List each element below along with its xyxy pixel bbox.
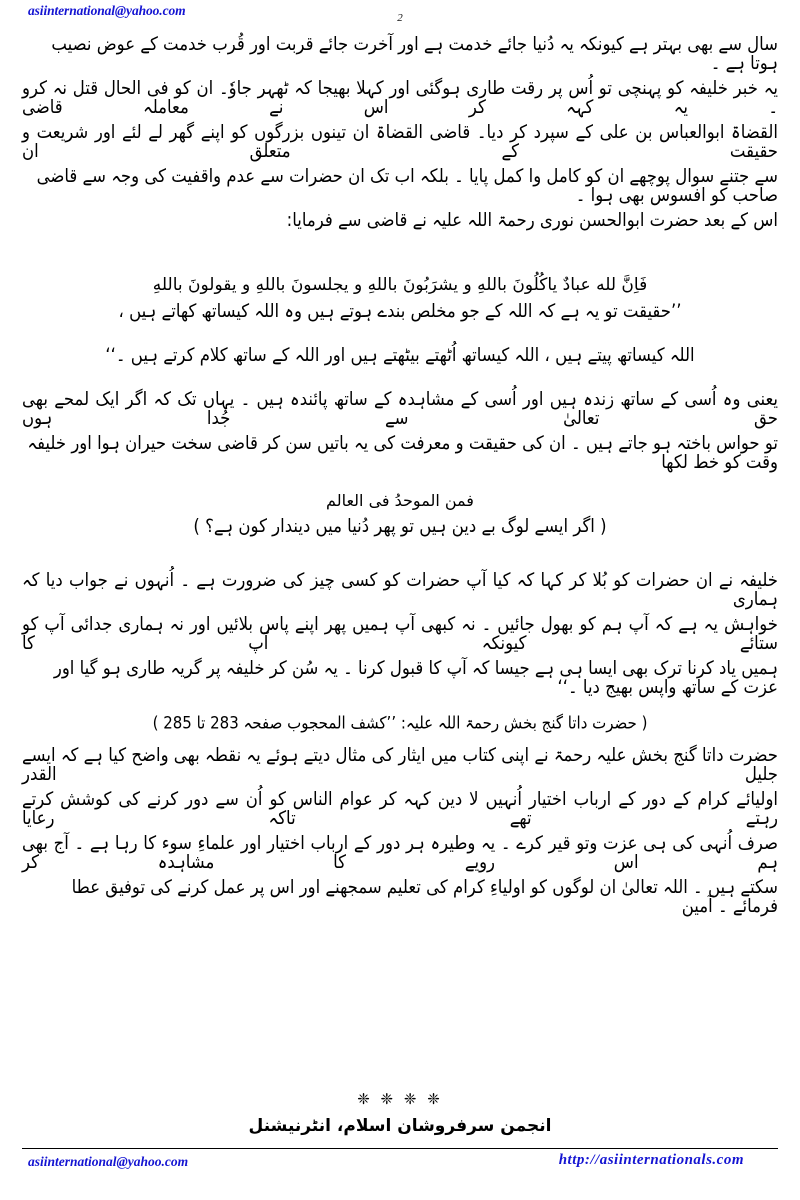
- page-number: 2: [397, 12, 403, 24]
- text-line: ’’حقیقت تو یہ ہے کہ اللہ کے جو مخلص بندے ہوتے ہیں وہ اللہ کیساتھ کھاتے ہیں ،: [118, 299, 682, 322]
- text-line: القضاۃ ابوالعباس بن علی کے سپرد کر دیا۔ قاضی القضاۃ ان تینوں بزرگوں کو اپنے گھر لے لئے اور شریعت و حقیقت کے متعلق ان: [22, 121, 778, 161]
- paragraph-continuation: [22, 33, 778, 82]
- header-email-address: asiinternational@yahoo.com: [28, 3, 186, 18]
- arabic-phrase-translation: [22, 514, 778, 564]
- paragraph-khalifa-news: [22, 77, 778, 214]
- text-line: صرف اُنہی کی ہی عزت وتو قیر کرے ۔ یہ وطیرہ ہر دور کے ارباب اختیار اور علماءِ سوء کا رہا ہے ۔ آج بھی ہم اس رویے کا مشاہدہ کر: [22, 831, 778, 872]
- text-line: حضرت داتا گنج بخش علیہ رحمۃ نے اپنی کتاب میں ایثار کی مثال دیتے ہوئے یہ نقطہ بھی واضح کیا ہے کہ ایسے جلیل القدر: [22, 743, 778, 784]
- footer-divider: [22, 1148, 778, 1149]
- paragraph-khalifa-dialogue: [22, 568, 778, 706]
- text-line: یعنی وہ اُسی کے ساتھ زندہ ہیں اور اُسی کے مشاہدہ کے ساتھ پائندہ ہیں ۔ یہاں تک کہ اگر ایک لمحے بھی حق تعالیٰ سے جُدا ہوں: [22, 387, 778, 428]
- document-body: [22, 33, 778, 1078]
- page-header: [0, 2, 800, 32]
- ornament-diamonds: ❈ ❈ ❈ ❈: [357, 1090, 443, 1108]
- text-line: تو حواس باختہ ہو جاتے ہیں ۔ ان کی حقیقت و معرفت کی یہ باتیں سن کر قاضی سخت حیران ہوا اور خلیفہ وقت کو خط لکھا: [27, 431, 778, 472]
- ornament-separator: [0, 1092, 800, 1107]
- arabic-quotation: فَاِنَّ لله عبادٌ یاکُلُونَ باللهِ و یشرَبُونَ باللهِ و یجلسونَ باللهِ و یقولونَ باللهِ: [152, 275, 648, 295]
- text-line: سال سے بھی بہتر ہے کیونکہ یہ دُنیا جائے خدمت ہے اور آخرت جائے قربت اور قُرب خدمت کے عوض نصیب ہوتا ہے ۔: [51, 33, 778, 73]
- text-line: ( اگر ایسے لوگ بے دین ہیں تو پھر دُنیا میں دیندار کون ہے؟ ): [193, 514, 607, 537]
- footer-website-url[interactable]: http://asiinternationals.com: [558, 1152, 744, 1168]
- organization-name: انجمن سرفروشان اسلام، انٹرنیشنل: [248, 1116, 552, 1136]
- paragraph-explanation: [22, 387, 778, 481]
- source-citation: ( حضرت داتا گنج بخش رحمۃ اللہ علیہ: ’’کشف المحجوب صفحہ 283 تا 285 ): [152, 712, 648, 733]
- text-line: ہمیں یاد کرنا ترک بھی ایسا ہی ہے جیسا کہ آپ کا قبول کرنا ۔ یہ سُن کر خلیفہ پر گریہ طاری ہو گیا اور عزت کے ساتھ واپس بھیج دیا ۔‘‘: [53, 656, 778, 697]
- arabic-phrase: فمن الموحدُ فی العالم: [326, 490, 474, 510]
- spacer: [22, 258, 778, 276]
- text-line: سے جتنے سوال پوچھے ان کو کامل وا کمل پایا ۔ بلکہ اب تک ان حضرات سے عدم واقفیت کی وجہ سے قاضی صاحب کو افسوس بھی ہوا ۔: [36, 165, 778, 205]
- paragraph-conclusion: [22, 743, 778, 925]
- text-line: یہ خبر خلیفہ کو پہنچی تو اُس پر رقت طاری ہوگئی اور کہلا بھیجا کہ ٹھہر جاوٗ۔ ان کو فی الحال قتل نہ کرو ۔ یہ کہہ کر اس نے معاملہ قاضی: [22, 77, 778, 117]
- page-footer: [0, 1152, 800, 1182]
- text-line: اس کے بعد حضرت ابوالحسن نوری رحمۃ اللہ علیہ نے قاضی سے فرمایا:: [286, 209, 778, 231]
- text-line: اولیائے کرام کے دور کے ارباب اختیار اُنہیں لا دین کہہ کر عوام الناس کو اُن سے دور کرنے کی کوشش کرتے رہتے تھے تاکہ رعایا: [22, 787, 778, 828]
- text-line: سکتے ہیں ۔ اللہ تعالیٰ ان لوگوں کو اولیاءِ کرام کی تعلیم سمجھنے اور اس پر عمل کرنے کی توفیق عطا فرمائے ۔ آمین: [71, 875, 778, 916]
- text-line: خلیفہ نے ان حضرات کو بُلا کر کہا کہ کیا آپ حضرات کو کسی چیز کی ضرورت ہے ۔ اُنہوں نے جواب دیا کہ ہماری: [22, 568, 778, 609]
- quote-translation: [22, 299, 778, 393]
- footer-email-address[interactable]: asiinternational@yahoo.com: [28, 1154, 189, 1169]
- paragraph-quote-intro: [22, 209, 778, 258]
- text-line: اللہ کیساتھ پیتے ہیں ، اللہ کیساتھ اُٹھتے بیٹھتے ہیں اور اللہ کے ساتھ کلام کرتے ہیں ۔‘‘: [105, 343, 695, 366]
- text-line: خواہش یہ ہے کہ آپ ہم کو بھول جائیں ۔ نہ کبھی آپ ہمیں پھر اپنے پاس بلائیں اور نہ ہماری جدائی آپ کو ستائے کیونکہ آپ کا: [22, 612, 778, 653]
